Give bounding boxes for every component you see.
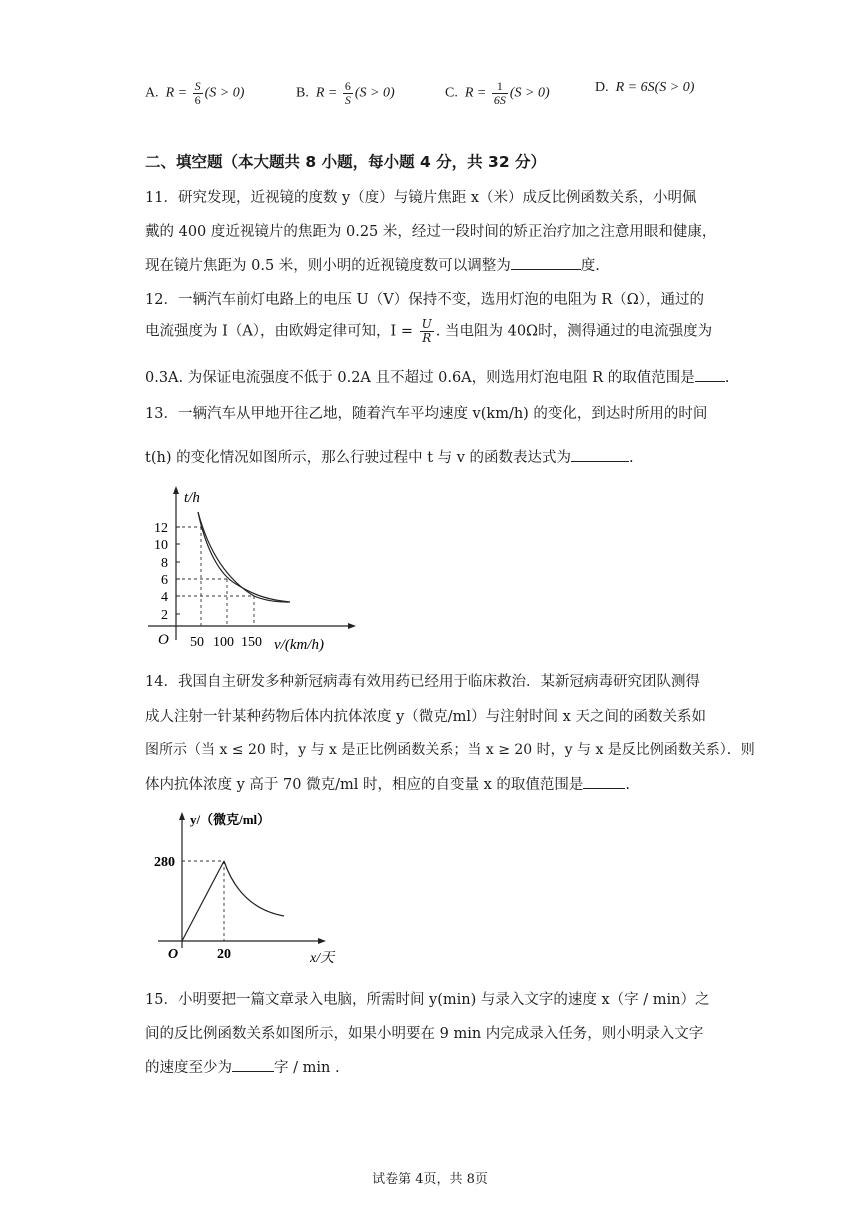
q12-line1: 12．一辆汽车前灯电路上的电压 U（V）保持不变，选用灯泡的电阻为 R（Ω），通过的 [145,292,705,308]
q11-line1: 11．研究发现，近视镜的度数 y（度）与镜片焦距 x（米）成反比例函数关系，小明佩 [145,190,697,206]
option-b [296,80,395,107]
fig14-y-label: y/（微克/ml） [190,812,271,827]
fig13-ytick-6: 6 [161,573,168,588]
option-b-condition: (S > 0) [354,85,395,101]
fig13-x-label: v/(km/h) [274,637,324,653]
fig13-xtick-150: 150 [241,635,262,650]
option-d-text: R = 6S(S > 0) [615,80,695,95]
option-c [445,80,550,107]
q14-answer-blank[interactable] [583,774,625,789]
q11-unit: 度. [580,258,600,274]
q14-line2: 成人注射一针某种药物后体内抗体浓度 y（微克/ml）与注射时间 x 天之间的函数关系如 [145,709,706,725]
option-c-lhs: R = [464,85,487,101]
q11-answer-blank[interactable] [511,255,581,270]
q12-text-a: 电流强度为 I（A），由欧姆定律可知，I = [145,323,414,340]
option-a [145,80,244,107]
section-title: 二、填空题（本大题共 8 小题，每小题 4 分，共 32 分） [145,153,547,171]
option-c-fraction: $\frac{1}{6S}$ [493,79,506,107]
figure-13-graph [140,480,360,664]
q14-line1: 14．我国自主研发多种新冠病毒有效用药已经用于临床救治．某新冠病毒研究团队测得 [145,674,700,690]
fig14-ytick-280: 280 [154,855,175,870]
q15-unit: 字 / min . [274,1060,340,1076]
q15-line2: 间的反比例函数关系如图所示，如果小明要在 9 min 内完成录入任务，则小明录入文字 [145,1026,704,1042]
option-b-fraction: $\frac{6}{S}$ [344,79,351,107]
q12-text-c: 0.3A. 为保证电流强度不低于 0.2A 且不超过 0.6A，则选用灯泡电阻 R 的取值范围是 [145,370,695,386]
q15-text: 的速度至少为 [145,1060,232,1076]
option-d-label: D. [595,80,609,95]
q13-answer-blank[interactable] [571,447,629,462]
option-b-label: B. [296,85,309,101]
fig13-ytick-2: 2 [161,608,168,623]
option-b-lhs: R = [315,85,338,101]
option-a-fraction: $\frac{S}{6}$ [194,79,201,107]
fig13-xtick-50: 50 [190,635,204,650]
q15-answer-blank[interactable] [232,1057,274,1072]
fig13-ytick-4: 4 [161,590,168,605]
fig13-y-arrow [173,486,179,494]
fig13-x-arrow [348,623,356,629]
fig14-x-label: x/天 [310,951,335,966]
option-a-lhs: R = [165,85,188,101]
q11-line2: 戴的 400 度近视镜片的焦距为 0.25 米，经过一段时间的矫正治疗加之注意用眼和健康， [145,224,717,240]
option-a-label: A. [145,85,159,101]
fig14-origin: O [168,947,179,962]
option-a-condition: (S > 0) [204,85,245,101]
fig14-linear-segment [182,861,224,941]
q14-text: 体内抗体浓度 y 高于 70 微克/ml 时，相应的自变量 x 的取值范围是 [145,777,584,793]
option-d [595,80,694,96]
fig13-origin: O [158,632,169,648]
fig13-ytick-8: 8 [161,556,168,571]
page-footer: 试卷第 4页，共 8页 [372,1172,488,1187]
figure-14-graph [150,808,340,982]
fig13-y-label: t/h [184,490,200,506]
q12-fraction: $\frac{U}{R}$ [421,317,432,345]
q13-line1: 13．一辆汽车从甲地开往乙地，随着汽车平均速度 v(km/h) 的变化，到达时所用的时间 [145,406,708,422]
q12-line3: 0.3A. 为保证电流强度不低于 0.2A 且不超过 0.6A，则选用灯泡电阻 R 的取值范围是 . [145,366,729,387]
q14-line3: 图所示（当 x ≤ 20 时，y 与 x 是正比例函数关系；当 x ≥ 20 时，y 与 x 是反比例函数关系）．则 [145,742,755,758]
q15-line1: 15．小明要把一篇文章录入电脑，所需时间 y(min) 与录入文字的速度 x（字 / min）之 [145,992,710,1008]
q12-line2 [145,318,712,345]
fig14-curve [224,861,284,916]
q12-text-b: . 当电阻为 40Ω时，测得通过的电流强度为 [435,323,713,340]
fig13-ytick-12: 12 [154,521,168,536]
q14-line4: 体内抗体浓度 y 高于 70 微克/ml 时，相应的自变量 x 的取值范围是 . [145,773,630,794]
option-c-label: C. [445,85,458,101]
fig14-x-arrow [318,938,326,944]
q15-line3 [145,1056,340,1077]
q11-text: 现在镜片焦距为 0.5 米，则小明的近视镜度数可以调整为 [145,258,511,274]
fig13-ytick-10: 10 [154,538,168,553]
option-c-condition: (S > 0) [509,85,550,101]
q13-text: t(h) 的变化情况如图所示，那么行驶过程中 t 与 v 的函数表达式为 [145,450,572,466]
fig13-xtick-100: 100 [213,635,234,650]
fig14-y-arrow [179,812,185,820]
q12-answer-blank[interactable] [695,367,725,382]
q11-line3 [145,254,600,275]
fig14-xtick-20: 20 [217,947,231,962]
q13-line2: t(h) 的变化情况如图所示，那么行驶过程中 t 与 v 的函数表达式为 . [145,446,634,467]
